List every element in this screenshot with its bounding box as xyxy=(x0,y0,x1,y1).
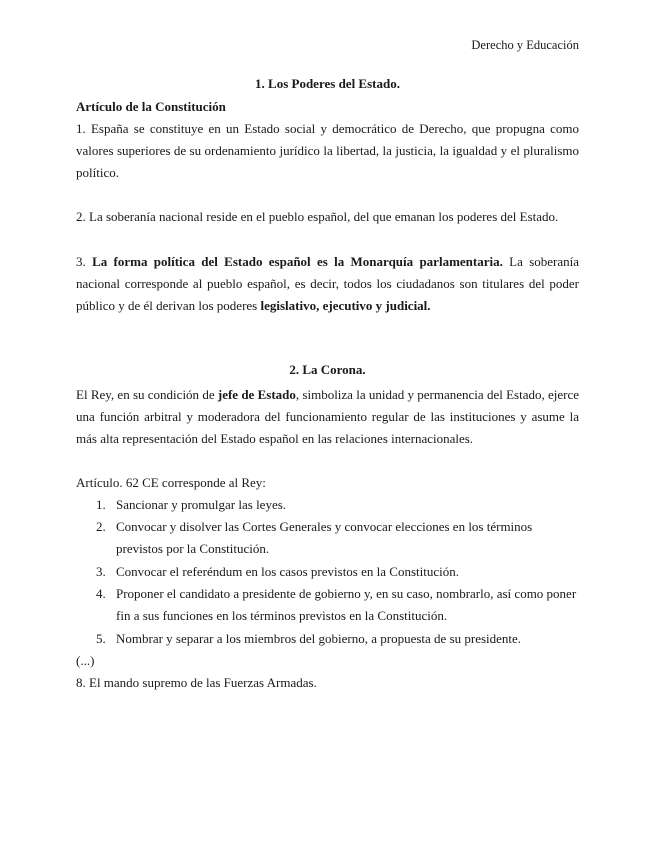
list-item-number: 4. xyxy=(96,586,106,601)
paragraph-3-text: La soberanía nacional corresponde al pueblo español, es decir, todos los ciudadanos son titulares del poder público y de él derivan los poderes xyxy=(76,254,579,313)
intro-text-b: , simboliza la unidad y permanencia del Estado, ejerce una función arbitral y moderadora del funcionamiento regular de las instituciones y asume la más alta representación del Estado español en las relaciones internacionales. xyxy=(76,387,580,446)
paragraph-3 xyxy=(76,251,579,317)
list-item-number: 2. xyxy=(96,519,106,534)
page-header: Derecho y Educación xyxy=(471,38,579,52)
paragraph-3-bold: La forma política del Estado español es la Monarquía parlamentaria. xyxy=(92,254,503,269)
list-item-text: Convocar y disolver las Cortes Generales y convocar elecciones en los términos previstos por la Constitución. xyxy=(116,519,533,556)
section-2-title: 2. La Corona. xyxy=(289,362,366,377)
paragraph-3-bold-end: legislativo, ejecutivo y judicial. xyxy=(260,298,431,313)
article-62-heading: Artículo. 62 CE corresponde al Rey: xyxy=(76,475,266,490)
list-item-text: Nombrar y separar a los miembros del gobierno, a propuesta de su presidente. xyxy=(116,631,522,646)
list-item xyxy=(96,583,579,623)
ellipsis: (...) xyxy=(76,653,95,668)
list-item-text: Sancionar y promulgar las leyes. xyxy=(116,497,287,512)
list-item-8: 8. El mando supremo de las Fuerzas Armadas. xyxy=(76,675,317,690)
list-item xyxy=(96,561,579,583)
intro-bold: jefe de Estado xyxy=(217,387,296,402)
paragraph-1: 1. España se constituye en un Estado social y democrático de Derecho, que propugna como valores superiores de su ordenamiento jurídico la libertad, la justicia, la igualdad y el pluralismo político. xyxy=(76,121,579,180)
list-item-number: 1. xyxy=(96,497,106,512)
article-subtitle: Artículo de la Constitución xyxy=(76,99,226,114)
list-item-number: 5. xyxy=(96,631,106,646)
list-item-number: 3. xyxy=(96,564,106,579)
corona-intro xyxy=(76,384,579,450)
intro-text-a: El Rey, en su condición de xyxy=(76,387,218,402)
list-item xyxy=(96,516,579,556)
list-item-text: Proponer el candidato a presidente de gobierno y, en su caso, nombrarlo, así como poner fin a sus funciones en los términos previstos en la Constitución. xyxy=(116,586,577,623)
list-item xyxy=(96,494,579,516)
list-item xyxy=(96,628,579,650)
section-1-title: 1. Los Poderes del Estado. xyxy=(255,76,400,91)
paragraph-3-number: 3. xyxy=(76,254,93,269)
paragraph-2: 2. La soberanía nacional reside en el pueblo español, del que emanan los poderes del Estado. xyxy=(76,209,559,224)
list-item-text: Convocar el referéndum en los casos previstos en la Constitución. xyxy=(116,564,459,579)
